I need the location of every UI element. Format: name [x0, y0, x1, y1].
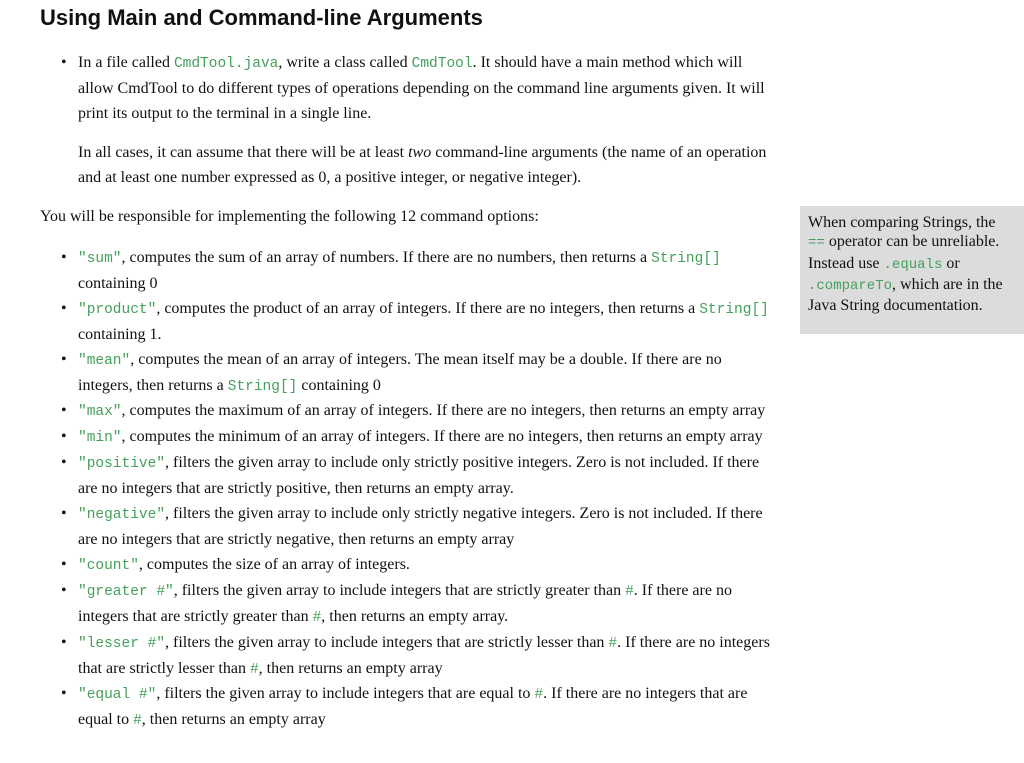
- responsibility-paragraph: You will be responsible for implementing the following 12 command options:: [40, 208, 539, 225]
- text-fragment: , computes the product of an array of integers. If there are no integers, then returns a: [156, 299, 700, 317]
- text-fragment: , computes the mean of an array of integers. The mean itself may be a double. If there are no integers, then returns a: [78, 350, 722, 394]
- text-fragment: , filters the given array to include integers that are strictly lesser than: [165, 633, 609, 651]
- text-fragment: In all cases, it can assume that there will be at least: [78, 144, 409, 161]
- command-item-equal: [40, 682, 780, 734]
- code-fragment: #: [312, 609, 322, 626]
- command-item-min: [40, 425, 780, 451]
- text-fragment: When comparing Strings, the: [808, 214, 996, 231]
- list-item: [40, 51, 780, 127]
- command-code: "equal #": [78, 687, 157, 704]
- command-item-max: [40, 399, 780, 425]
- text-fragment: . If there are no integers that are strictly lesser than: [78, 633, 770, 677]
- text-fragment: , filters the given array to include integers that are equal to: [156, 685, 535, 703]
- command-item-product: [40, 297, 780, 348]
- text-fragment: , write a class called: [278, 54, 412, 71]
- code-fragment: .compareTo: [808, 277, 893, 294]
- code-fragment: String[]: [651, 251, 721, 267]
- code-fragment: .equals: [883, 256, 943, 273]
- command-list: [40, 246, 780, 734]
- text-fragment: , then returns an empty array: [141, 711, 326, 729]
- text-fragment: . If there are no integers that are strictly greater than: [78, 581, 732, 625]
- command-item-positive: [40, 451, 780, 502]
- command-code: "min": [78, 430, 122, 447]
- text-fragment: . If there are no integers that are equal to: [78, 685, 748, 729]
- code-fragment: CmdTool.java: [173, 56, 279, 72]
- command-code: "positive": [78, 456, 166, 473]
- code-fragment: ==: [808, 235, 825, 252]
- command-code: "negative": [78, 507, 166, 524]
- command-code: "mean": [78, 352, 131, 369]
- code-fragment: #: [534, 687, 544, 704]
- command-item-mean: [40, 348, 780, 400]
- text-fragment: In a file called: [78, 54, 174, 71]
- code-fragment: #: [133, 713, 142, 730]
- emphasis-fragment: two: [408, 144, 432, 161]
- intro-list: [40, 51, 780, 127]
- code-fragment: #: [249, 661, 259, 678]
- text-fragment: , filters the given array to include only strictly negative integers. Zero is not included. If there are no integers that are strictly negative, then returns an empty array: [78, 505, 763, 548]
- text-fragment: , computes the size of an array of integers.: [138, 555, 410, 573]
- text-fragment: , which are in the Java String documentation.: [808, 275, 1003, 315]
- command-item-sum: [40, 246, 780, 297]
- text-fragment: command-line arguments (the name of an operation and at least one number expressed as 0, a positive integer, or negative integer).: [78, 144, 767, 186]
- command-item-greater: [40, 579, 780, 631]
- text-fragment: operator can be unreliable. Instead use: [808, 233, 1000, 272]
- code-fragment: #: [625, 583, 634, 600]
- text-fragment: containing 0: [297, 376, 381, 394]
- command-item-negative: [40, 502, 780, 553]
- text-fragment: , filters the given array to include integers that are strictly greater than: [173, 581, 626, 599]
- command-code: "lesser #": [78, 635, 166, 652]
- code-fragment: String[]: [699, 301, 769, 318]
- command-code: "count": [78, 557, 139, 574]
- text-fragment: , computes the maximum of an array of integers. If there are no integers, then returns an empty array: [121, 402, 766, 420]
- text-fragment: containing 0: [78, 274, 158, 292]
- command-item-lesser: [40, 631, 780, 683]
- command-code: "product": [78, 301, 157, 318]
- text-fragment: , computes the minimum of an array of integers. If there are no integers, then returns an empty array: [121, 428, 763, 446]
- command-code: "max": [78, 404, 122, 421]
- command-code: "sum": [78, 251, 122, 267]
- command-code: "greater #": [78, 583, 174, 600]
- text-fragment: , then returns an empty array: [258, 659, 443, 677]
- sidebar-note: [800, 206, 1024, 334]
- command-item-count: [40, 553, 780, 579]
- text-fragment: , filters the given array to include only strictly positive integers. Zero is not included. If there are no integers that are strictly positive, then returns an empty array.: [78, 454, 760, 498]
- code-fragment: String[]: [227, 378, 298, 395]
- page-title: Using Main and Command-line Arguments: [40, 5, 483, 30]
- text-fragment: or: [942, 254, 960, 272]
- text-fragment: . It should have a main method which will allow CmdTool to do different types of operations depending on the command line arguments given. It will print its output to the terminal in a single line.: [78, 54, 765, 122]
- text-fragment: , computes the sum of an array of numbers. If there are no numbers, then returns a: [121, 249, 652, 266]
- code-fragment: #: [608, 635, 618, 652]
- text-fragment: , then returns an empty array.: [321, 607, 509, 625]
- text-fragment: containing 1.: [78, 325, 162, 343]
- intro-paragraph-2: [78, 141, 778, 190]
- code-fragment: CmdTool: [411, 56, 473, 72]
